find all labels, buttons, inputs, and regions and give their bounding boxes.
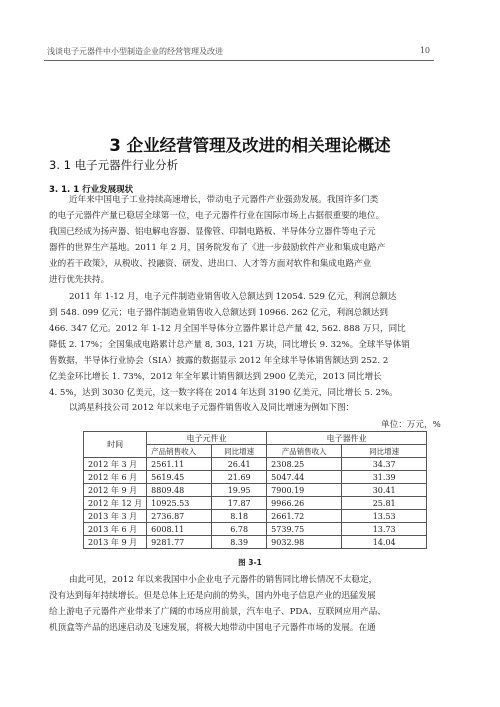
group-header-components: 电子元件业 bbox=[147, 432, 267, 445]
table-body bbox=[84, 458, 427, 549]
table-row bbox=[84, 471, 427, 484]
component-revenue-cell: 10925.53 bbox=[147, 497, 212, 510]
device-growth-cell: 31.39 bbox=[342, 471, 427, 484]
component-growth-cell: 6.78 bbox=[212, 523, 267, 536]
section-title: 3. 1 电子元器件行业分析 bbox=[49, 158, 179, 172]
device-growth-cell: 14.04 bbox=[342, 536, 427, 549]
device-growth-cell: 30.41 bbox=[342, 484, 427, 497]
row-period-cell: 2013 年 9 月 bbox=[84, 536, 147, 549]
sales-table bbox=[83, 431, 427, 549]
table-row bbox=[84, 536, 427, 549]
component-revenue-cell: 2736.87 bbox=[147, 510, 212, 523]
para1-line: 进行优先扶持。 bbox=[49, 275, 110, 285]
para4-line: 没有达到每年持续增长。但是总体上还是向前的势头，国内外电子信息产业的迅猛发展 bbox=[49, 591, 376, 601]
para1-line: 我国已经成为扬声器、铝电解电容器、显像管、印制电路板、半导体分立器件等电子元 bbox=[49, 227, 376, 237]
component-growth-cell: 21.69 bbox=[212, 471, 267, 484]
subheader-revenue: 产品销售收入 bbox=[147, 445, 212, 458]
running-header bbox=[47, 46, 430, 57]
subheader-growth: 同比增速 bbox=[212, 445, 267, 458]
device-revenue-cell: 2308.25 bbox=[267, 458, 342, 471]
component-growth-cell: 19.95 bbox=[212, 484, 267, 497]
para1-line: 器件的世界生产基地。2011 年 2 月，国务院发布了《进一步鼓励软件产业和集成电路产 bbox=[49, 243, 386, 253]
component-revenue-cell: 8809.48 bbox=[147, 484, 212, 497]
device-revenue-cell: 9966.26 bbox=[267, 497, 342, 510]
para1-line: 业的若干政策》，从税收、投融资、研发、进出口、人才等方面对软件和集成电路产业 bbox=[49, 259, 372, 269]
header-rule bbox=[44, 60, 434, 61]
row-period-cell: 2012 年 12 月 bbox=[84, 497, 147, 510]
row-period-cell: 2013 年 3 月 bbox=[84, 510, 147, 523]
device-revenue-cell: 5047.44 bbox=[267, 471, 342, 484]
device-revenue-cell: 9032.98 bbox=[267, 536, 342, 549]
para2-line: 到 548. 099 亿元；电子器件制造业销售收入总额达到 10966. 262 亿元，利润总额达到 bbox=[49, 308, 389, 318]
component-growth-cell: 8.39 bbox=[212, 536, 267, 549]
para2-line: 亿美金环比增长 1. 73%，2012 年全年累计销售额达到 2900 亿美元，2013 同比增长 bbox=[49, 372, 382, 382]
table-row bbox=[84, 484, 427, 497]
para2-line: 2011 年 1-12 月，电子元件制造业销售收入总额达到 12054. 529 亿元，利润总额达 bbox=[69, 292, 397, 302]
para1-line: 近年来中国电子工业持续高速增长，带动电子元器件产业强劲发展。我国许多门类 bbox=[69, 195, 379, 205]
table-row bbox=[84, 523, 427, 536]
device-revenue-cell: 7900.19 bbox=[267, 484, 342, 497]
para3-line: 以鸿星科技公司 2012 年以来电子元器件销售收入及同比增速为例如下图： bbox=[69, 403, 355, 413]
row-period-cell: 2012 年 9 月 bbox=[84, 484, 147, 497]
para4-line: 机顶盒等产品的迅速启动及飞速发展，将极大地带动中国电子元器件市场的发展。在通 bbox=[49, 623, 376, 633]
para1-line: 的电子元器件产量已稳居全球第一位，电子元器件行业在国际市场上占据很重要的地位。 bbox=[49, 211, 385, 221]
table-header-row bbox=[84, 432, 427, 445]
figure-caption: 图 3-1 bbox=[238, 558, 262, 567]
para4-line: 给上游电子元器件产业带来了广阔的市场应用前景，汽车电子、PDA、互联网应用产品、 bbox=[49, 607, 386, 617]
row-period-cell: 2013 年 6 月 bbox=[84, 523, 147, 536]
table-unit-note: 单位：万元，% bbox=[381, 420, 441, 430]
table-row bbox=[84, 497, 427, 510]
component-revenue-cell: 6008.11 bbox=[147, 523, 212, 536]
subsection-title: 3. 1. 1 行业发展现状 bbox=[49, 185, 134, 195]
component-revenue-cell: 2561.11 bbox=[147, 458, 212, 471]
table-row bbox=[84, 458, 427, 471]
page-number: 10 bbox=[419, 46, 430, 55]
para2-line: 降低 2. 17%；全国集成电路累计总产量 8, 303, 121 万块，同比增长 9. 32%。全球半导体销 bbox=[49, 340, 410, 350]
component-revenue-cell: 9281.77 bbox=[147, 536, 212, 549]
device-growth-cell: 13.53 bbox=[342, 510, 427, 523]
component-growth-cell: 8.18 bbox=[212, 510, 267, 523]
device-growth-cell: 34.37 bbox=[342, 458, 427, 471]
subheader-revenue: 产品销售收入 bbox=[267, 445, 342, 458]
device-growth-cell: 13.73 bbox=[342, 523, 427, 536]
component-growth-cell: 26.41 bbox=[212, 458, 267, 471]
device-growth-cell: 25.81 bbox=[342, 497, 427, 510]
device-revenue-cell: 2661.72 bbox=[267, 510, 342, 523]
running-title: 浅谈电子元器件中小型制造企业的经营管理及改进 bbox=[47, 47, 223, 56]
row-period-cell: 2012 年 6 月 bbox=[84, 471, 147, 484]
group-header-devices: 电子器件业 bbox=[267, 432, 427, 445]
row-period-cell: 2012 年 3 月 bbox=[84, 458, 147, 471]
subheader-growth: 同比增速 bbox=[342, 445, 427, 458]
table-row bbox=[84, 510, 427, 523]
component-growth-cell: 17.87 bbox=[212, 497, 267, 510]
para2-line: 4. 5%，达到 3030 亿美元，这一数字将在 2014 年达到 3190 亿美元，同比增长 5. 2%。 bbox=[49, 388, 398, 398]
device-revenue-cell: 5739.75 bbox=[267, 523, 342, 536]
para4-line: 由此可见，2012 年以来我国中小企业电子元器件的销售同比增长情况不太稳定， bbox=[69, 575, 378, 585]
chapter-title: 3 企业经营管理及改进的相关理论概述 bbox=[109, 136, 391, 155]
para2-line: 售数据，半导体行业协会（SIA）披露的数据显示 2012 年全球半导体销售额达到 252. 2 bbox=[49, 356, 389, 366]
time-header: 时间 bbox=[84, 432, 147, 458]
para2-line: 466. 347 亿元。2012 年 1-12 月全国半导体分立器件累计总产量 42, 562. 888 万只，同比 bbox=[49, 324, 406, 334]
component-revenue-cell: 5619.45 bbox=[147, 471, 212, 484]
